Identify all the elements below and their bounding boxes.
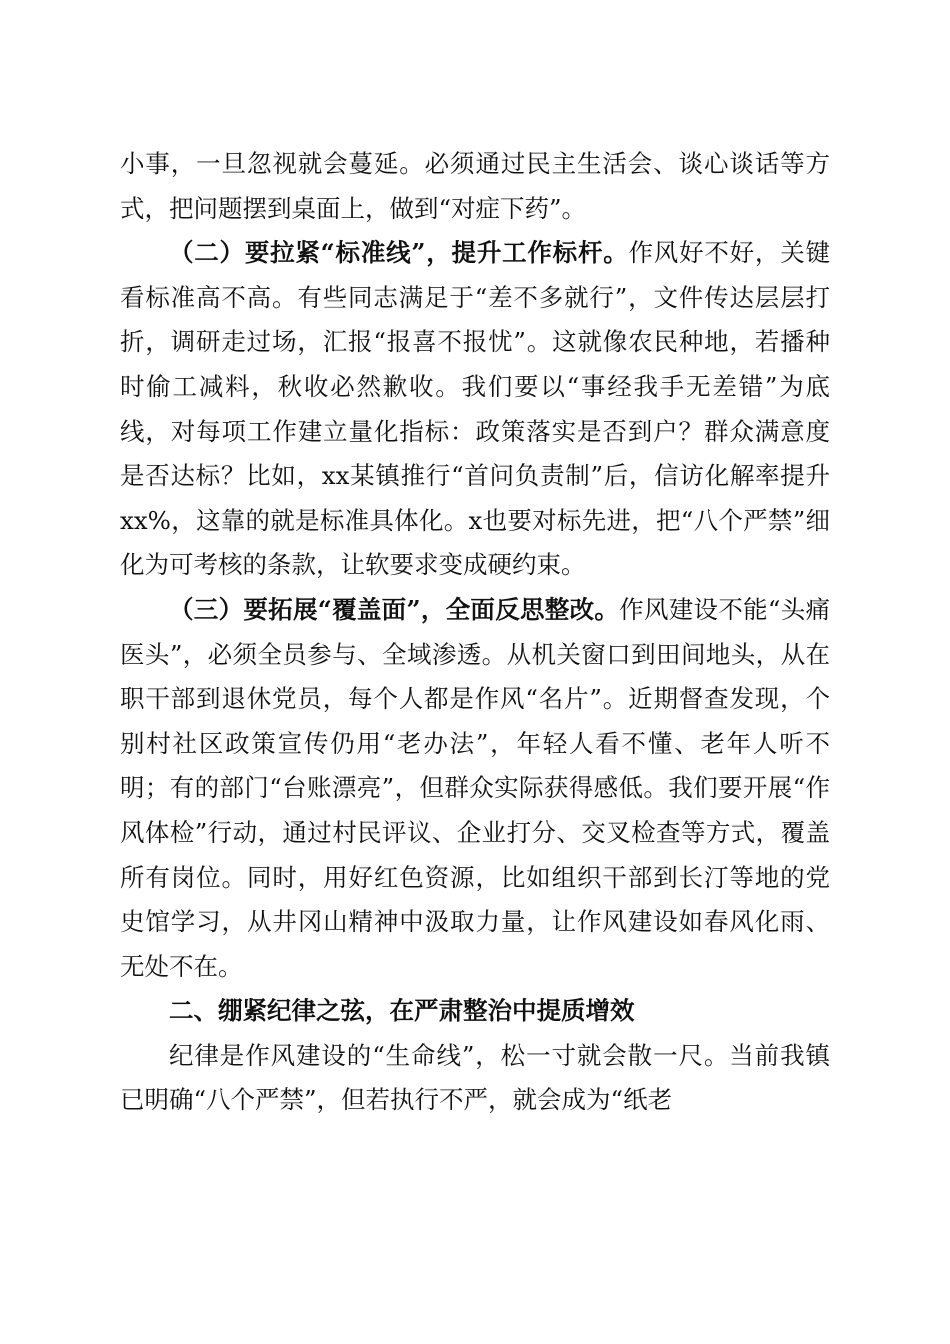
subheading-coverage: （三）要拓展“覆盖面”，全面反思整改。 bbox=[169, 594, 620, 624]
paragraph-standard-line-body: 作风好不好，关键看标准高不高。有些同志满足于“差不多就行”，文件传达层层打折，调研走过场，汇报“报喜不报忧”。这就像农民种地，若播种时偷工减料，秋收必然歉收。我们要以“事经我手无差错”为底线，对每项工作建立量化指标：政策落实是否到户？群众满意度是否达标？比如，xx某镇推行“首问负责制”后，信访化解率提升xx%，这靠的就是标准具体化。x也要对标先进，把“八个严禁”细化为可考核的条款，让软要求变成硬约束。 bbox=[120, 238, 830, 580]
subheading-standard-line: （二）要拉紧“标准线”，提升工作标杆。 bbox=[169, 238, 629, 268]
paragraph-standard-line bbox=[120, 231, 830, 588]
continuation-paragraph: 小事，一旦忽视就会蔓延。必须通过民主生活会、谈心谈话等方式，把问题摆到桌面上，做到“对症下药”。 bbox=[120, 149, 830, 223]
paragraph-coverage-body: 作风建设不能“头痛医头”，必须全员参与、全域渗透。从机关窗口到田间地头，从在职干部到退休党员，每个人都是作风“名片”。近期督查发现，个别村社区政策宣传仍用“老办法”，年轻人看不懂、老年人听不明；有的部门“台账漂亮”，但群众实际获得感低。我们要开展“作风体检”行动，通过村民评议、企业打分、交叉检查等方式，覆盖所有岗位。同时，用好红色资源，比如组织干部到长汀等地的党史馆学习，从井冈山精神中汲取力量，让作风建设如春风化雨、无处不在。 bbox=[120, 594, 831, 981]
document-body bbox=[120, 142, 830, 1123]
paragraph-coverage bbox=[120, 588, 830, 989]
closing-paragraph: 纪律是作风建设的“生命线”，松一寸就会散一尺。当前我镇已明确“八个严禁”，但若执行不严，就会成为“纸老 bbox=[120, 1040, 830, 1115]
section-heading-discipline: 二、绷紧纪律之弦，在严肃整治中提质增效 bbox=[169, 996, 635, 1026]
